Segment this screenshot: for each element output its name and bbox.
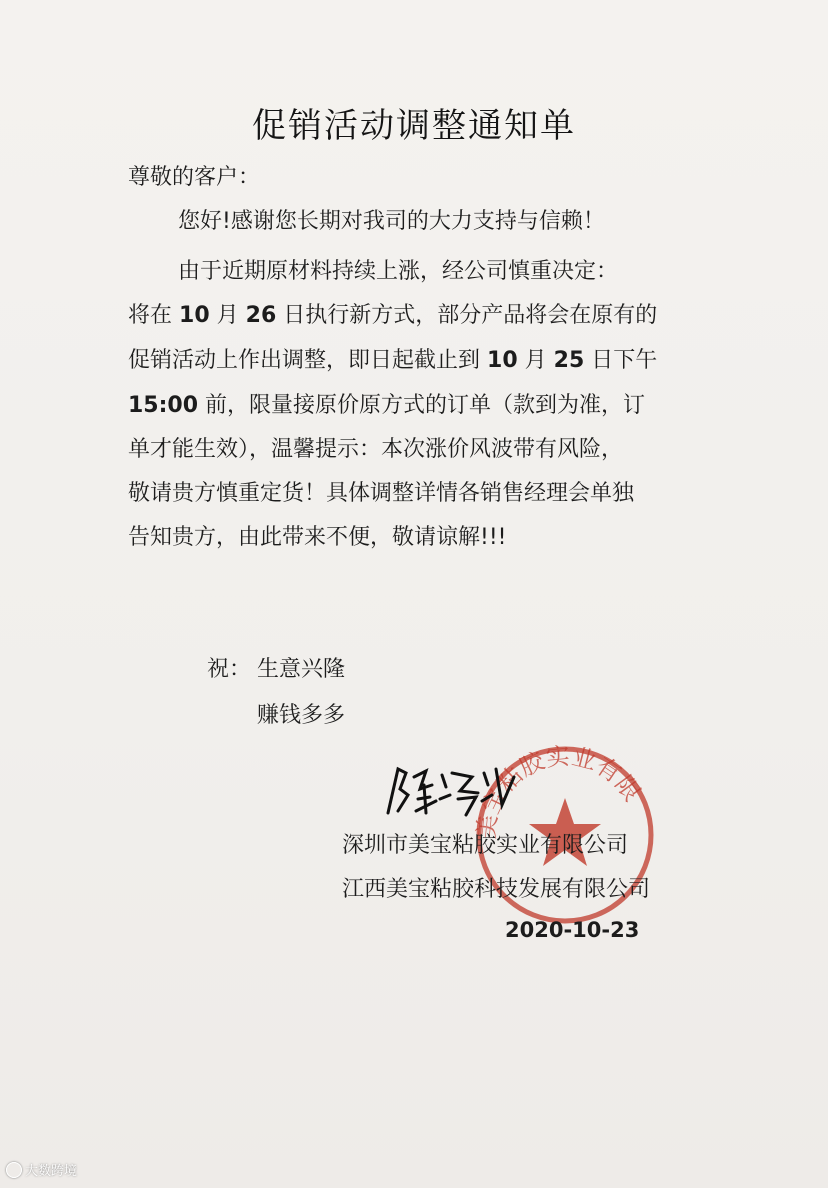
watermark-logo-icon — [6, 1162, 22, 1178]
body-line-4: 促销活动上作出调整，即日起截止到 10 月 25 日下午 — [128, 348, 658, 373]
body-line-3: 将在 10 月 26 日执行新方式，部分产品将会在原有的 — [128, 303, 658, 328]
body-line-5: 15:00 前，限量接原价原方式的订单（款到为准，订 — [128, 393, 646, 418]
salutation: 尊敬的客户： — [128, 165, 261, 190]
company-name-2: 江西美宝粘胶科技发展有限公司 — [342, 877, 651, 902]
handwritten-signature — [380, 755, 520, 825]
body-line-6: 单才能生效），温馨提示：本次涨价风波带有风险， — [128, 437, 624, 462]
document-title: 促销活动调整通知单 — [252, 106, 576, 146]
company-name-1: 深圳市美宝粘胶实业有限公司 — [342, 833, 629, 858]
closing-wish-2: 赚钱多多 — [257, 703, 346, 728]
closing-wish-1: 生意兴隆 — [257, 657, 346, 682]
seal-text: 美宝粘胶实业有限 — [472, 742, 647, 841]
body-line-8: 告知贵方，由此带来不便，敬请谅解!!! — [128, 525, 507, 550]
body-line-2: 由于近期原材料持续上涨，经公司慎重决定： — [178, 259, 619, 284]
body-line-1: 您好!感谢您长期对我司的大力支持与信赖！ — [178, 209, 605, 234]
watermark-text: 大数跨境 — [25, 1164, 78, 1179]
watermark — [6, 1160, 77, 1179]
closing-label: 祝： — [207, 657, 252, 682]
body-line-7: 敬请贵方慎重定货！具体调整详情各销售经理会单独 — [128, 481, 635, 506]
document-date: 2020-10-23 — [505, 918, 640, 942]
